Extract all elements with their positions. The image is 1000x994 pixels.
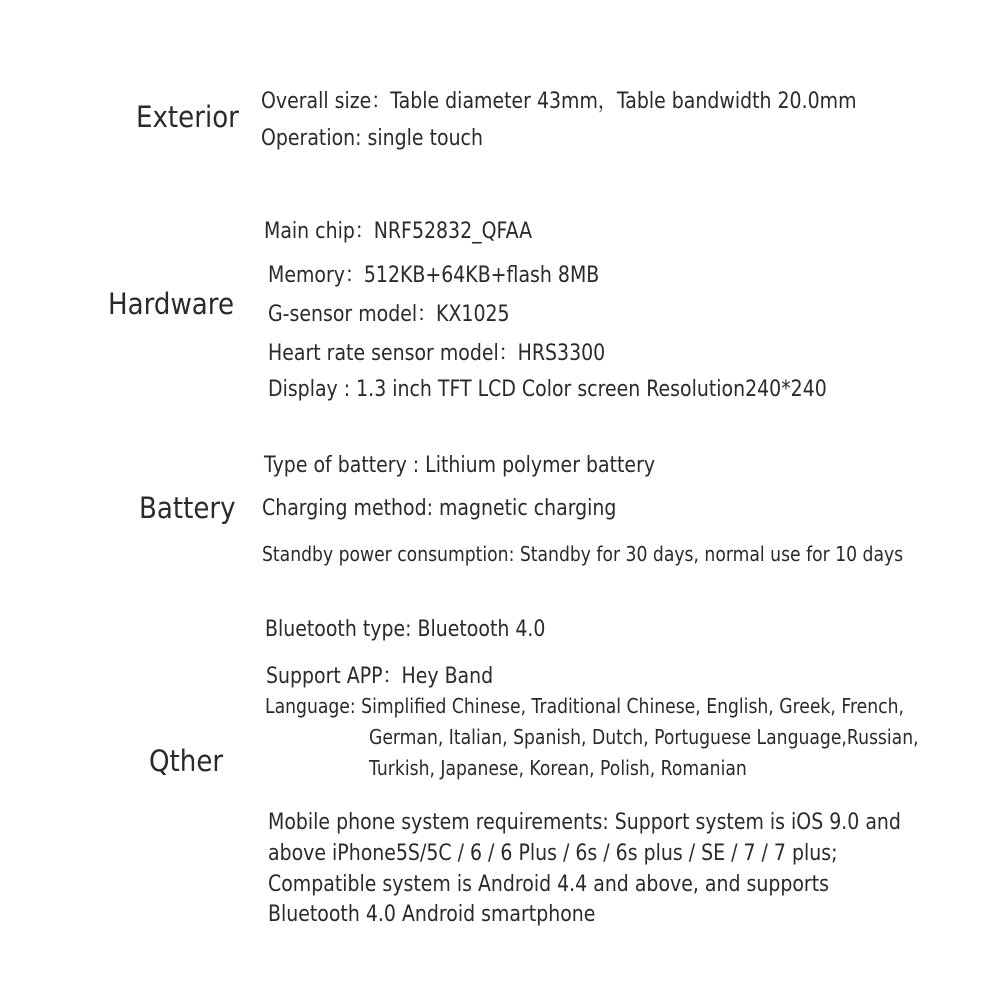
spec-display: Display : 1.3 inch TFT LCD Color screen Resolution240*240 [268,377,827,402]
spec-overall-size: Overall size：Table diameter 43mm，Table bandwidth 20.0mm [261,89,857,114]
spec-language-line-2: German, Italian, Spanish, Dutch, Portuguese Language,Russian, [369,725,919,749]
spec-operation: Operation: single touch [261,126,483,151]
section-title-hardware: Hardware [108,287,235,321]
spec-mobile-requirements-line-1: Mobile phone system requirements: Support system is iOS 9.0 and [268,810,901,835]
spec-memory: Memory：512KB+64KB+flash 8MB [268,263,600,288]
spec-language-line-1: Language: Simplified Chinese, Traditional Chinese, English, Greek, French, [265,694,904,718]
spec-charging-method: Charging method: magnetic charging [262,496,617,521]
spec-main-chip: Main chip：NRF52832_QFAA [264,219,533,244]
spec-g-sensor: G-sensor model：KX1025 [268,302,510,327]
section-title-exterior: Exterior [136,100,239,134]
spec-battery-type: Type of battery : Lithium polymer battery [264,453,656,478]
spec-mobile-requirements-line-4: Bluetooth 4.0 Android smartphone [268,902,596,927]
spec-standby-power: Standby power consumption: Standby for 30 days, normal use for 10 days [262,542,904,566]
spec-bluetooth-type: Bluetooth type: Bluetooth 4.0 [265,617,546,642]
spec-language-line-3: Turkish, Japanese, Korean, Polish, Romanian [369,756,747,780]
spec-mobile-requirements-line-3: Compatible system is Android 4.4 and above, and supports [268,872,829,897]
section-title-other: Qther [149,744,224,778]
section-title-battery: Battery [139,491,236,525]
spec-mobile-requirements-line-2: above iPhone5S/5C / 6 / 6 Plus / 6s / 6s plus / SE / 7 / 7 plus; [268,841,838,866]
spec-heart-rate-sensor: Heart rate sensor model：HRS3300 [268,341,606,366]
spec-support-app: Support APP：Hey Band [266,664,494,689]
